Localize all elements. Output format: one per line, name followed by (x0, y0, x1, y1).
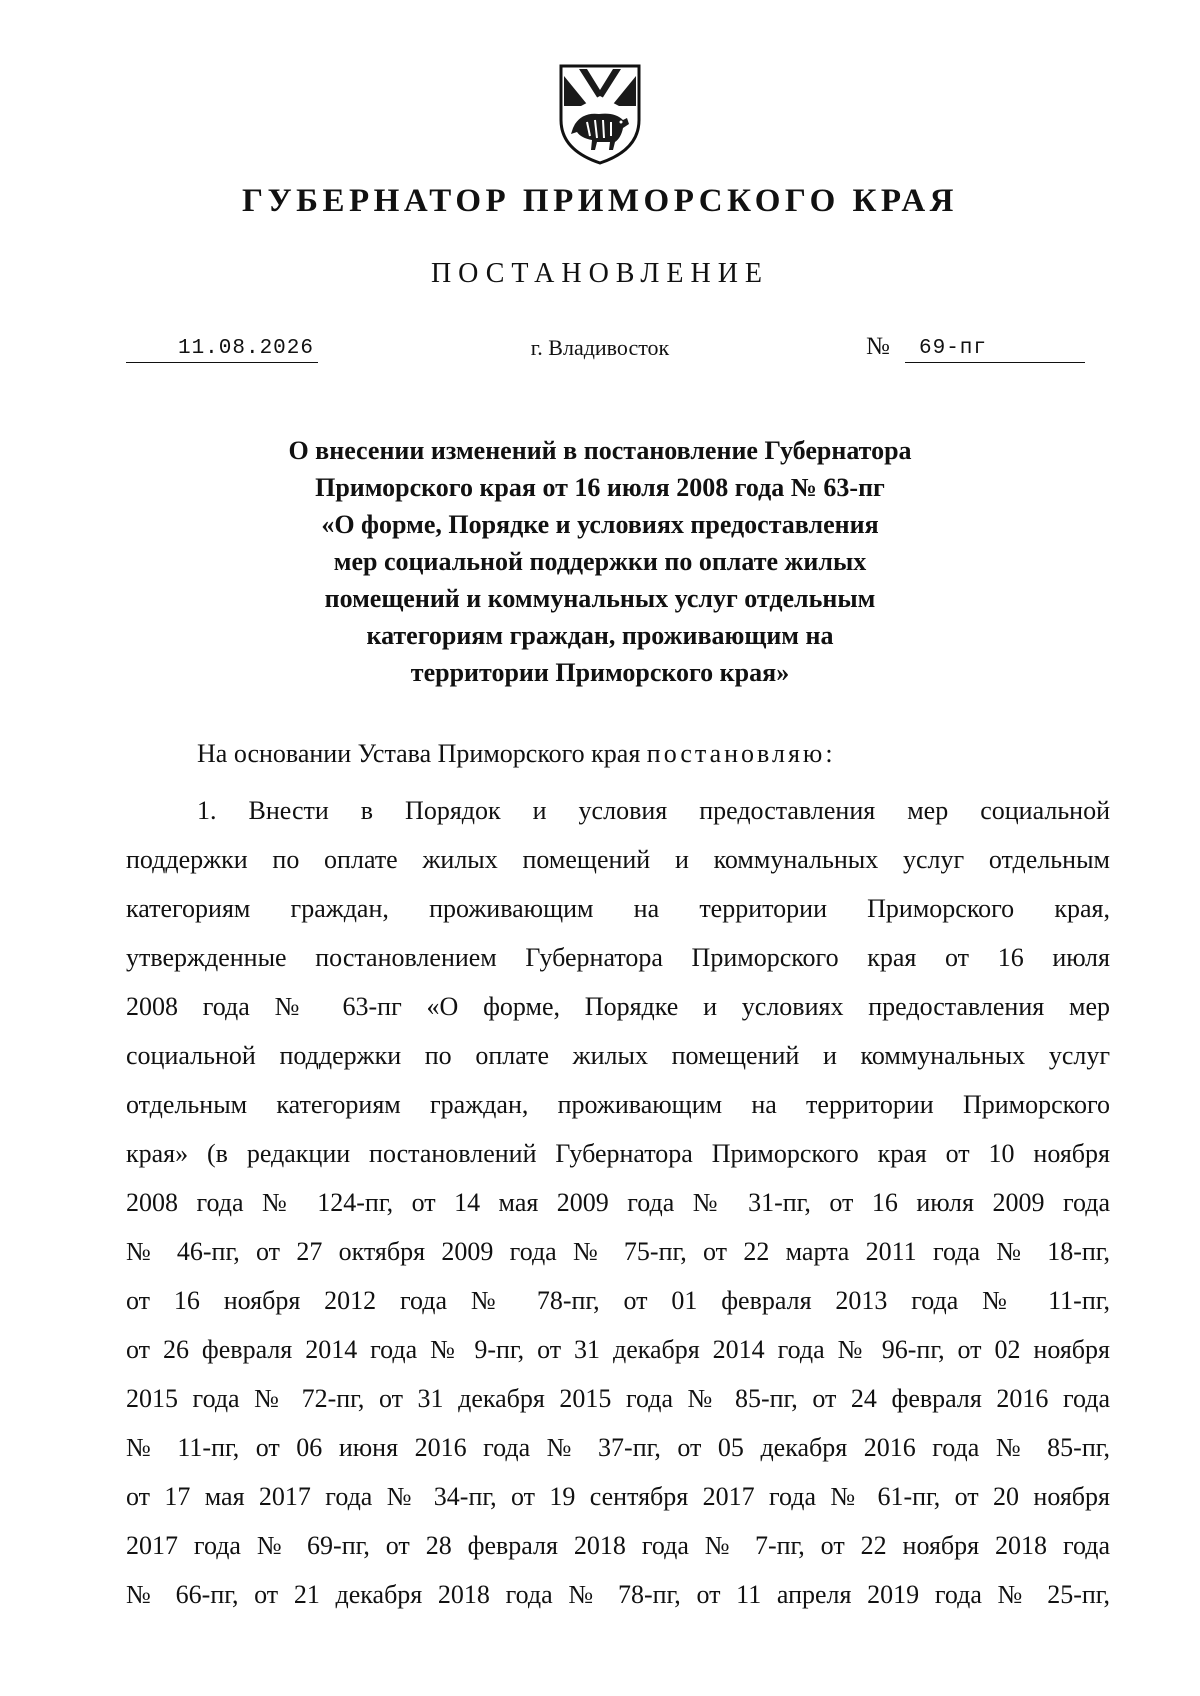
document-number: 69-пг (905, 336, 1085, 363)
body-line: 2008 года № 124-пг, от 14 мая 2009 года № 31-пг, от 16 июля 2009 года (126, 1188, 1110, 1217)
body-line: поддержки по оплате жилых помещений и коммунальных услуг отдельным (126, 845, 1110, 874)
body-line: 1. Внести в Порядок и условия предоставления мер социальной (197, 796, 1110, 825)
coat-of-arms-emblem (557, 62, 643, 166)
title-line: территории Приморского края» (410, 658, 790, 687)
body-line: края» (в редакции постановлений Губернатора Приморского края от 10 ноября (126, 1139, 1110, 1168)
body-line: социальной поддержки по оплате жилых помещений и коммунальных услуг (126, 1041, 1110, 1070)
body-line: 2017 года № 69-пг, от 28 февраля 2018 года № 7-пг, от 22 ноября 2018 года (126, 1531, 1110, 1560)
body-line: от 16 ноября 2012 года № 78-пг, от 01 февраля 2013 года № 11-пг, (126, 1286, 1110, 1315)
preamble-decree-word: постановляю: (646, 739, 836, 768)
issuing-authority: ГУБЕРНАТОР ПРИМОРСКОГО КРАЯ (241, 183, 959, 219)
title-line: мер социальной поддержки по оплате жилых (333, 547, 867, 576)
body-line: 2008 года № 63-пг «О форме, Порядке и условиях предоставления мер (126, 992, 1110, 1021)
title-line: «О форме, Порядке и условиях предоставления (321, 510, 879, 539)
body-line: отдельным категориям граждан, проживающим на территории Приморского (126, 1090, 1110, 1119)
document-date: 11.08.2026 (126, 336, 318, 363)
title-line: Приморского края от 16 июля 2008 года № 63-пг (315, 473, 885, 502)
title-line: О внесении изменений в постановление Губернатора (288, 436, 912, 465)
body-line: от 17 мая 2017 года № 34-пг, от 19 сентября 2017 года № 61-пг, от 20 ноября (126, 1482, 1110, 1511)
body-line: № 66-пг, от 21 декабря 2018 года № 78-пг, от 11 апреля 2019 года № 25-пг, (126, 1580, 1110, 1609)
title-line: категориям граждан, проживающим на (366, 621, 834, 650)
body-line: категориям граждан, проживающим на территории Приморского края, (126, 894, 1110, 923)
title-line: помещений и коммунальных услуг отдельным (324, 584, 876, 613)
document-city: г. Владивосток (530, 335, 670, 360)
body-line: от 26 февраля 2014 года № 9-пг, от 31 декабря 2014 года № 96-пг, от 02 ноября (126, 1335, 1110, 1364)
body-text (126, 786, 1110, 1619)
body-line: № 11-пг, от 06 июня 2016 года № 37-пг, от 05 декабря 2016 года № 85-пг, (126, 1433, 1110, 1462)
preamble-text: На основании Устава Приморского края (197, 739, 647, 768)
body-line: 2015 года № 72-пг, от 31 декабря 2015 года № 85-пг, от 24 февраля 2016 года (126, 1384, 1110, 1413)
preamble (197, 738, 836, 770)
body-line: № 46-пг, от 27 октября 2009 года № 75-пг, от 22 марта 2011 года № 18-пг, (126, 1237, 1110, 1266)
number-label: № (866, 333, 890, 360)
document-type: ПОСТАНОВЛЕНИЕ (430, 258, 770, 289)
body-line: утвержденные постановлением Губернатора Приморского края от 16 июля (126, 943, 1110, 972)
document-title (200, 432, 1000, 691)
